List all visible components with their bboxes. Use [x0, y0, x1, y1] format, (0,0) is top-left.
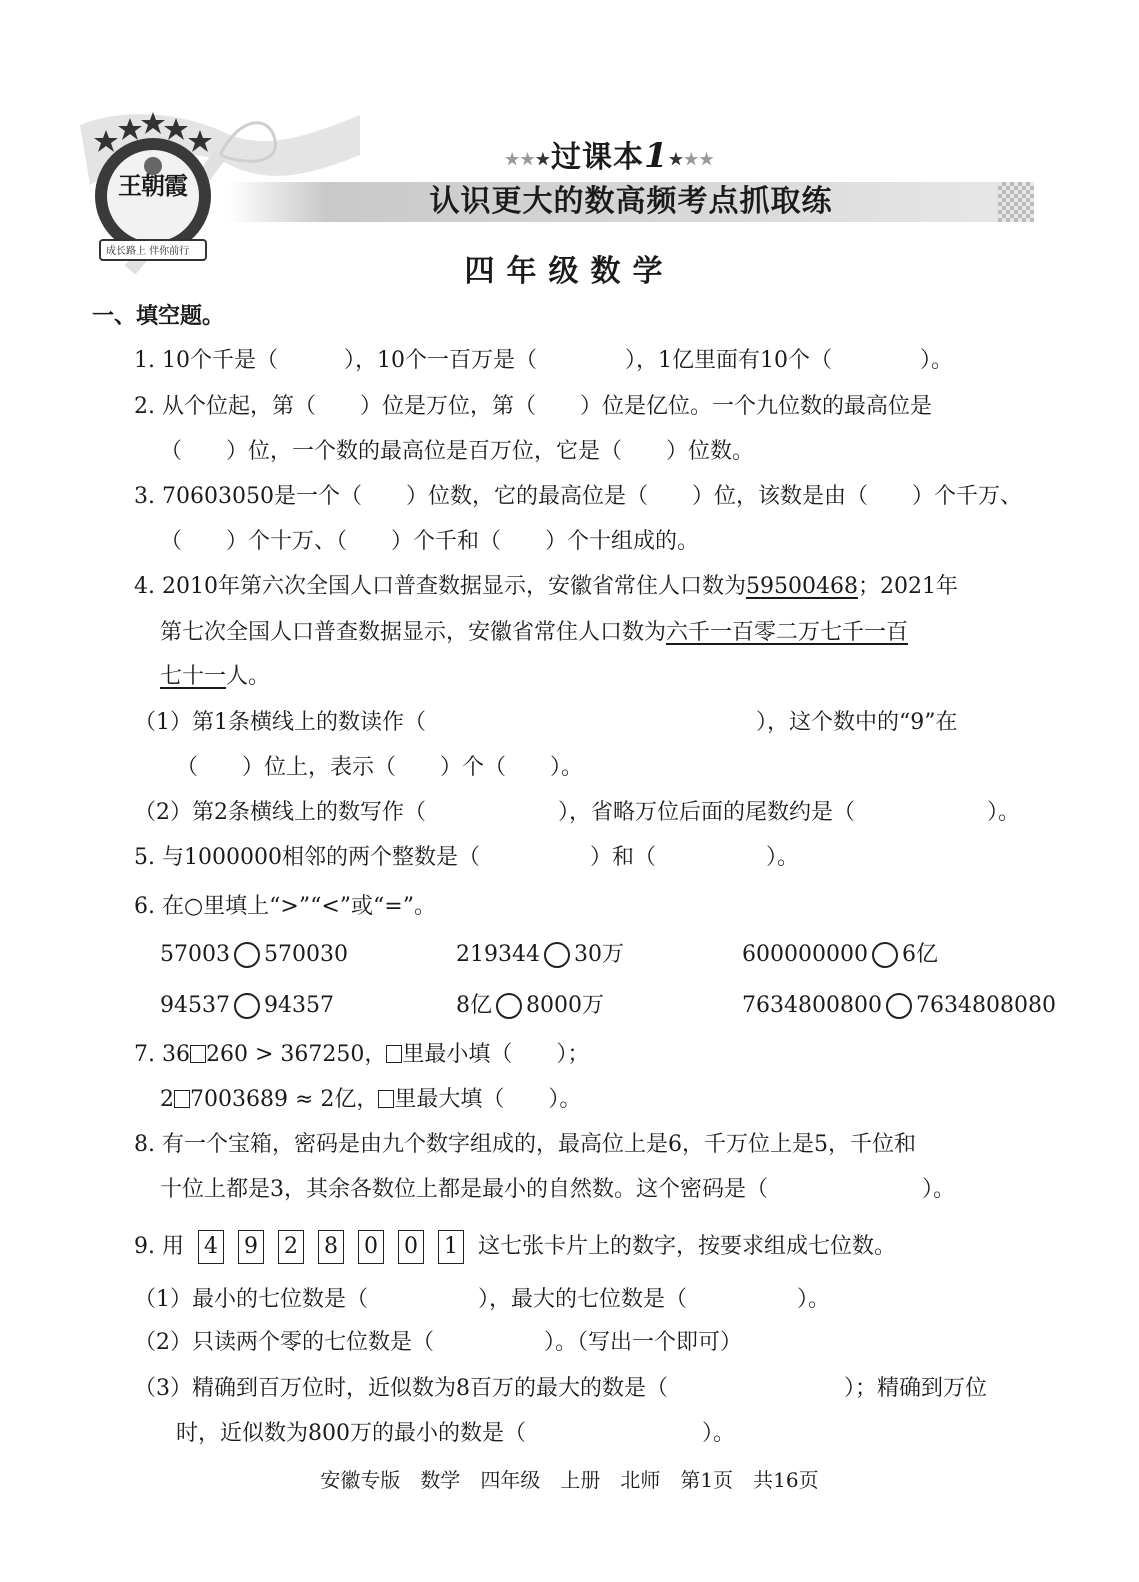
compare-circle[interactable]: [234, 942, 260, 968]
question-4-line-3: [160, 662, 270, 692]
question-4-1-line-1: （1）第1条横线上的数读作（ ），这个数中的“9”在: [134, 710, 958, 735]
q7-text: 里最小填（ ）；: [402, 1042, 590, 1067]
compare-item-1: [160, 940, 348, 970]
compare-right: 6亿: [901, 942, 938, 967]
question-8-line-1: 8. 有一个宝箱，密码是由九个数字组成的，最高位上是6，千万位上是5，千位和: [134, 1132, 916, 1157]
compare-right: 94357: [264, 993, 334, 1018]
q9-text: 这七张卡片上的数字，按要求组成七位数。: [477, 1234, 896, 1259]
blank-square[interactable]: [190, 1045, 206, 1063]
question-9-1: （1）最小的七位数是（ ），最大的七位数是（ ）。: [134, 1287, 830, 1312]
question-1: 1. 10个千是（ ），10个一百万是（ ），1亿里面有10个（ ）。: [134, 348, 953, 373]
q4-text-a: 4. 2010年第六次全国人口普查数据显示，安徽省常住人口数为: [134, 574, 746, 599]
compare-left: 7634800800: [742, 993, 882, 1018]
question-4-1-line-2: （ ）位上，表示（ ）个（ ）。: [176, 755, 584, 780]
logo-text: 王朝霞: [118, 171, 187, 200]
digit-card: 2: [278, 1230, 304, 1264]
question-7-line-1: [134, 1040, 589, 1070]
page-footer: 安徽专版 数学 四年级 上册 北师 第1页 共16页: [320, 1468, 819, 1492]
compare-circle[interactable]: [496, 993, 522, 1019]
question-2-line-2: （ ）位，一个数的最高位是百万位，它是（ ）位数。: [160, 439, 755, 464]
question-5: 5. 与1000000相邻的两个整数是（ ）和（ ）。: [134, 845, 799, 870]
question-2-line-1: 2. 从个位起，第（ ）位是万位，第（ ）位是亿位。一个九位数的最高位是: [134, 394, 932, 419]
page-title: 认识更大的数高频考点抓取练: [429, 184, 833, 219]
question-7-line-2: [160, 1085, 581, 1115]
question-4-line-1: [134, 572, 958, 602]
q7-text: 里最大填（ ）。: [394, 1087, 582, 1112]
digit-card: 4: [198, 1230, 224, 1264]
digit-card: 0: [358, 1230, 384, 1264]
q4-underlined-words-end: 七十一: [160, 664, 227, 689]
blank-square: [378, 1090, 394, 1108]
series-text: 过课本: [551, 140, 645, 175]
q4-underlined-words: 六千一百零二万七千一百: [666, 620, 909, 645]
grade-subject: 四年级数学: [464, 254, 675, 289]
logo-motto: 成长路上 伴你前行: [106, 246, 190, 257]
compare-left: 600000000: [742, 942, 868, 967]
compare-item-4: [160, 991, 334, 1021]
q4-text-b: 第七次全国人口普查数据显示，安徽省常住人口数为: [160, 620, 667, 645]
question-9-2: （2）只读两个零的七位数是（ ）。（写出一个即可）: [134, 1330, 742, 1355]
compare-right: 570030: [264, 942, 348, 967]
q4-text-c: 人。: [226, 664, 271, 689]
compare-item-6: [742, 991, 1056, 1021]
question-6: 6. 在○里填上“>”“<”或“=”。: [134, 894, 436, 919]
q7-text: 2: [160, 1087, 174, 1112]
compare-left: 57003: [160, 942, 230, 967]
question-3-line-2: （ ）个十万、（ ）个千和（ ）个十组成的。: [160, 529, 700, 554]
compare-circle[interactable]: [234, 993, 260, 1019]
q7-text: 7003689 ≈ 2亿，: [190, 1087, 379, 1112]
section-title: 一、填空题。: [92, 304, 225, 329]
compare-right: 7634808080: [915, 993, 1056, 1018]
question-4-2: （2）第2条横线上的数写作（ ），省略万位后面的尾数约是（ ）。: [134, 800, 1020, 825]
q7-text: 260 > 367250，: [205, 1042, 387, 1067]
blank-square[interactable]: [174, 1090, 190, 1108]
q4-underlined-number: 59500468: [745, 574, 858, 599]
blank-square: [386, 1045, 402, 1063]
compare-left: 94537: [160, 993, 230, 1018]
series-number: 1: [644, 136, 669, 176]
compare-circle[interactable]: [872, 942, 898, 968]
q4-text-a-end: ；2021年: [857, 574, 958, 599]
compare-item-5: [456, 991, 604, 1021]
digit-card: 8: [318, 1230, 344, 1264]
compare-left: 8亿: [456, 993, 492, 1018]
digit-card: 0: [398, 1230, 424, 1264]
compare-left: 219344: [456, 942, 540, 967]
compare-item-3: [742, 940, 938, 970]
question-9: [134, 1230, 896, 1264]
question-8-line-2: 十位上都是3，其余各数位上都是最小的自然数。这个密码是（ ）。: [160, 1177, 955, 1202]
question-4-line-2: [160, 618, 908, 648]
q7-text: 7. 36: [134, 1042, 190, 1067]
title-banner: [228, 182, 1034, 222]
digit-card: 9: [238, 1230, 264, 1264]
compare-circle[interactable]: [886, 993, 912, 1019]
checker-pattern: [998, 182, 1034, 222]
question-9-3-line-1: （3）精确到百万位时，近似数为8百万的最大的数是（ ）；精确到万位: [134, 1376, 987, 1401]
compare-item-2: [456, 940, 624, 970]
question-9-3-line-2: 时，近似数为800万的最小的数是（ ）。: [176, 1421, 735, 1446]
compare-right: 30万: [573, 942, 624, 967]
q9-text: 9. 用: [134, 1234, 184, 1259]
compare-circle[interactable]: [544, 942, 570, 968]
series-label: ★★★过课本1★★★: [505, 136, 715, 176]
digit-card: 1: [438, 1230, 464, 1264]
compare-right: 8000万: [526, 993, 604, 1018]
question-3-line-1: 3. 70603050是一个（ ）位数，它的最高位是（ ）位，该数是由（ ）个千万、: [134, 484, 1022, 509]
